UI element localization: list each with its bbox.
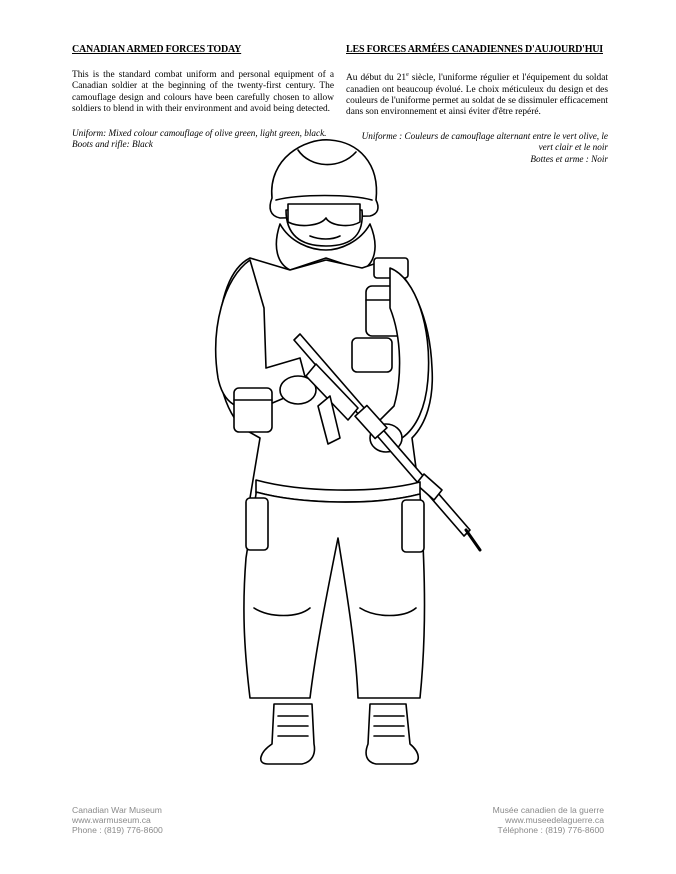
side-pouch-icon (234, 388, 272, 432)
french-description-superscript: e (406, 72, 409, 78)
footer-english-phone: Phone : (819) 776-8600 (72, 825, 163, 835)
footer-french-org: Musée canadien de la guerre (492, 805, 604, 815)
french-description-rest: siècle, l'uniforme régulier et l'équipement du soldat canadien ont beaucoup évolué. Le choix méticuleux du design et des couleurs de l'uniforme permet au soldat de se dissimuler efficacement dans son environnement et ainsi éviter d'être repéré. (346, 73, 608, 118)
english-boots-spec: Boots and rifle: Black (72, 139, 153, 150)
english-uniform-spec: Uniform: Mixed colour camouflage of olive green, light green, black. (72, 127, 327, 138)
left-boot-icon (261, 704, 315, 764)
footer-french (493, 805, 604, 835)
trousers-icon (244, 492, 425, 698)
french-boots-spec: Bottes et arme : Noir (530, 153, 608, 164)
french-description (346, 70, 608, 119)
footer-english-url[interactable]: www.warmuseum.ca (72, 815, 151, 825)
footer-english (72, 805, 163, 835)
english-column (72, 44, 334, 151)
soldier-illustration (180, 138, 510, 778)
english-heading: CANADIAN ARMED FORCES TODAY (72, 44, 242, 55)
french-description-start: Au début du 21 (346, 73, 407, 84)
french-heading: LES FORCES ARMÉES CANADIENNES D'AUJOURD'HUI (346, 44, 603, 55)
english-description: This is the standard combat uniform and personal equipment of a Canadian soldier at the beginning of the twenty-first century. The camouflage design and colours have been carefully chosen to allow soldiers to blend in with their environment and avoid being detected. (72, 70, 334, 115)
footer-french-url[interactable]: www.museedelaguerre.ca (505, 815, 604, 825)
french-uniform-spec: Uniforme : Couleurs de camouflage alternant entre le vert olive, le vert clair et le noir (361, 130, 608, 153)
right-boot-icon (366, 704, 418, 764)
footer-french-phone: Téléphone : (819) 776-8600 (497, 825, 604, 835)
footer-english-org: Canadian War Museum (72, 805, 162, 815)
